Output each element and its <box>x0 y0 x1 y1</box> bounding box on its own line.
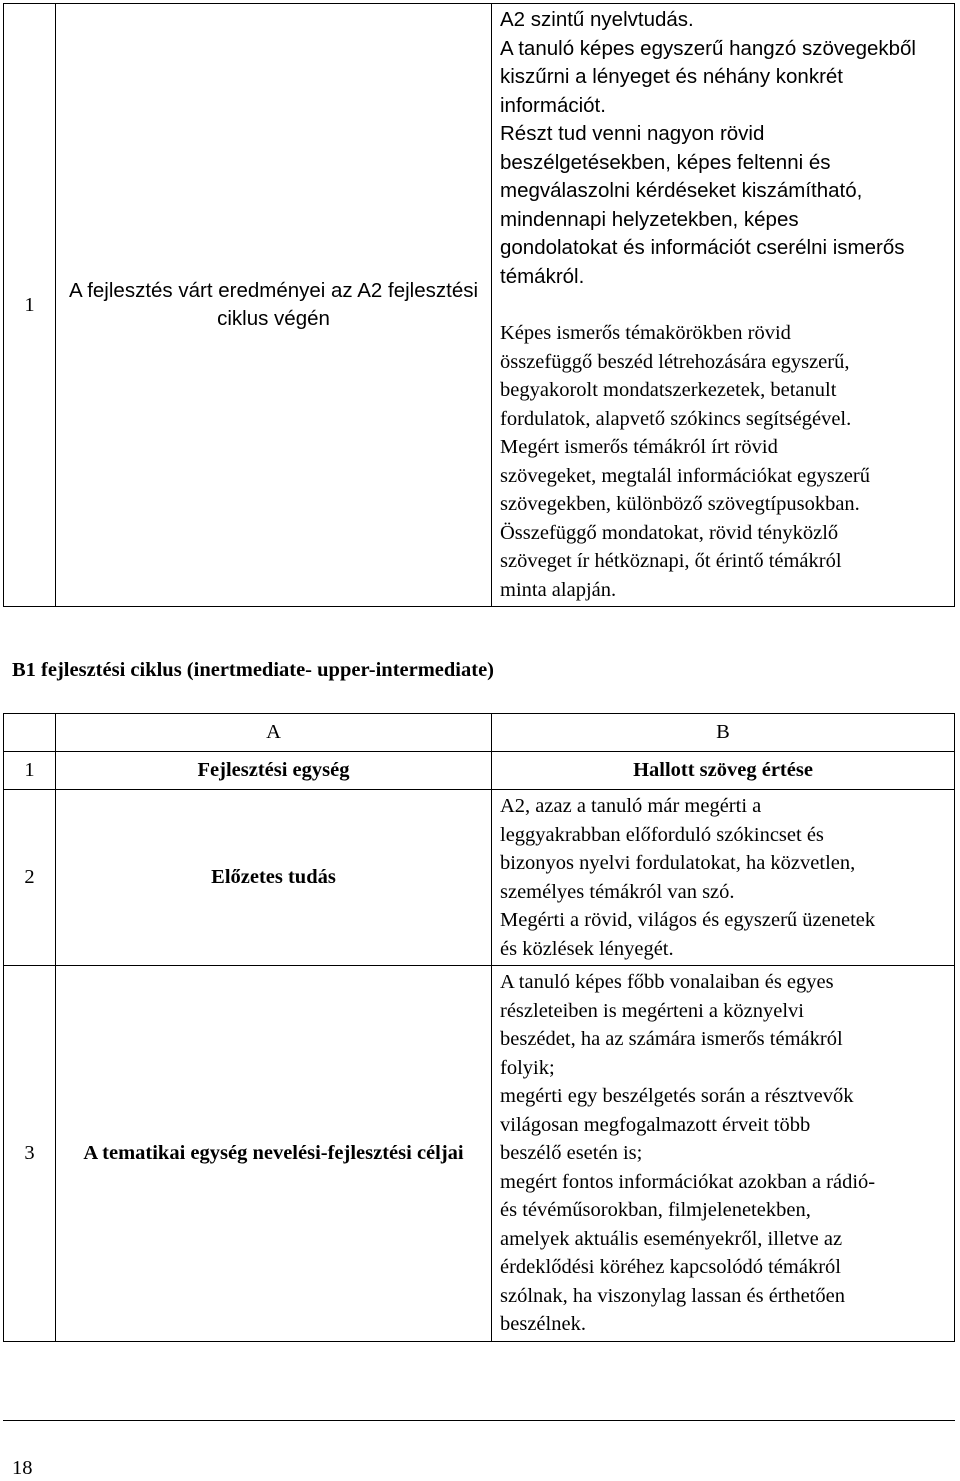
content-line: személyes témákról van szó. <box>500 880 735 903</box>
content-line: beszédet, ha az számára ismerős témákról <box>500 1028 843 1050</box>
content-line: fordulatok, alapvető szókincs segítségével. <box>500 407 852 430</box>
content-line: gondolatokat és információt cserélni ismerős <box>500 236 905 259</box>
content-line: szövegeket, megtalál információkat egyszerű <box>500 464 870 487</box>
content-line: megválaszolni kérdéseket kiszámítható, <box>500 179 863 202</box>
content-line: világosan megfogalmazott érveit több <box>500 1113 811 1136</box>
content-line: szöveget ír hétköznapi, őt érintő témákról <box>500 550 842 572</box>
content-line: Megérti a rövid, világos és egyszerű üzenetek <box>500 909 876 931</box>
table-row <box>4 752 955 790</box>
content-line: és tévéműsorokban, filmjelenetekben, <box>500 1199 811 1221</box>
row-content: Hallott szöveg értése <box>492 752 955 790</box>
content-paragraph <box>500 6 946 291</box>
content-line: A tanuló képes egyszerű hangzó szövegekből <box>500 36 916 60</box>
column-header-b: B <box>492 714 955 752</box>
development-cycle-table <box>3 713 955 1342</box>
content-line: Megért ismerős témákról írt rövid <box>500 436 778 458</box>
content-line: témákról. <box>500 264 585 288</box>
column-header-a: A <box>56 714 492 752</box>
content-line: folyik; <box>500 1056 555 1079</box>
content-line: szövegekben, különböző szövegtípusokban. <box>500 493 860 515</box>
content-line: minta alapján. <box>500 578 617 601</box>
content-line: beszélgetésekben, képes feltenni és <box>500 150 831 174</box>
content-line: mindennapi helyzetekben, képes <box>500 207 799 231</box>
content-line: begyakorolt mondatszerkezetek, betanult <box>500 379 837 401</box>
footer-divider <box>3 1420 955 1421</box>
table-header-row <box>4 714 955 752</box>
row-number: 1 <box>4 752 56 790</box>
content-paragraph <box>500 319 946 604</box>
row-number: 3 <box>4 966 56 1342</box>
content-line: bizonyos nyelvi fordulatokat, ha közvetlen, <box>500 852 856 874</box>
content-line: Képes ismerős témakörökben rövid <box>500 322 791 344</box>
content-line: kiszűrni a lényeget és néhány konkrét <box>500 65 844 88</box>
content-line: megért fontos információkat azokban a rádió- <box>500 1170 876 1193</box>
content-line: részleteiben is megérteni a köznyelvi <box>500 999 804 1022</box>
content-line: A2 szintű nyelvtudás. <box>500 8 694 31</box>
row-label: Előzetes tudás <box>56 790 492 966</box>
row-content <box>492 790 955 966</box>
row-label: Fejlesztési egység <box>56 752 492 790</box>
content-line: amelyek aktuális eseményekről, illetve az <box>500 1227 843 1250</box>
content-line: leggyakrabban előforduló szókincset és <box>500 823 824 846</box>
content-line: Összefüggő mondatokat, rövid tényközlő <box>500 521 839 544</box>
table-row <box>4 4 955 607</box>
row-number: 2 <box>4 790 56 966</box>
content-line: és közlések lényegét. <box>500 937 674 960</box>
row-content <box>492 4 955 607</box>
row-label: A fejlesztés várt eredményei az A2 fejlesztési ciklus végén <box>56 4 492 607</box>
section-heading: B1 fejlesztési ciklus (inertmediate- upper-intermediate) <box>12 659 495 681</box>
page-number: 18 <box>12 1457 33 1479</box>
row-content <box>492 966 955 1342</box>
column-header-empty <box>4 714 56 752</box>
content-line: A2, azaz a tanuló már megérti a <box>500 795 762 817</box>
content-line: információt. <box>500 93 606 117</box>
row-label: A tematikai egység nevelési-fejlesztési céljai <box>56 966 492 1342</box>
row-number: 1 <box>4 4 56 607</box>
table-row <box>4 790 955 966</box>
content-line: beszélő esetén is; <box>500 1142 643 1164</box>
content-line: A tanuló képes főbb vonalaiban és egyes <box>500 971 834 993</box>
content-line: összefüggő beszéd létrehozására egyszerű, <box>500 350 850 373</box>
content-line: beszélnek. <box>500 1313 586 1335</box>
table-row <box>4 966 955 1342</box>
results-table <box>3 3 955 607</box>
content-line: Részt tud venni nagyon rövid <box>500 122 765 145</box>
content-line: érdeklődési köréhez kapcsolódó témákról <box>500 1256 841 1278</box>
content-line: megérti egy beszélgetés során a résztvevők <box>500 1085 854 1107</box>
content-line: szólnak, ha viszonylag lassan és érthetően <box>500 1284 845 1307</box>
